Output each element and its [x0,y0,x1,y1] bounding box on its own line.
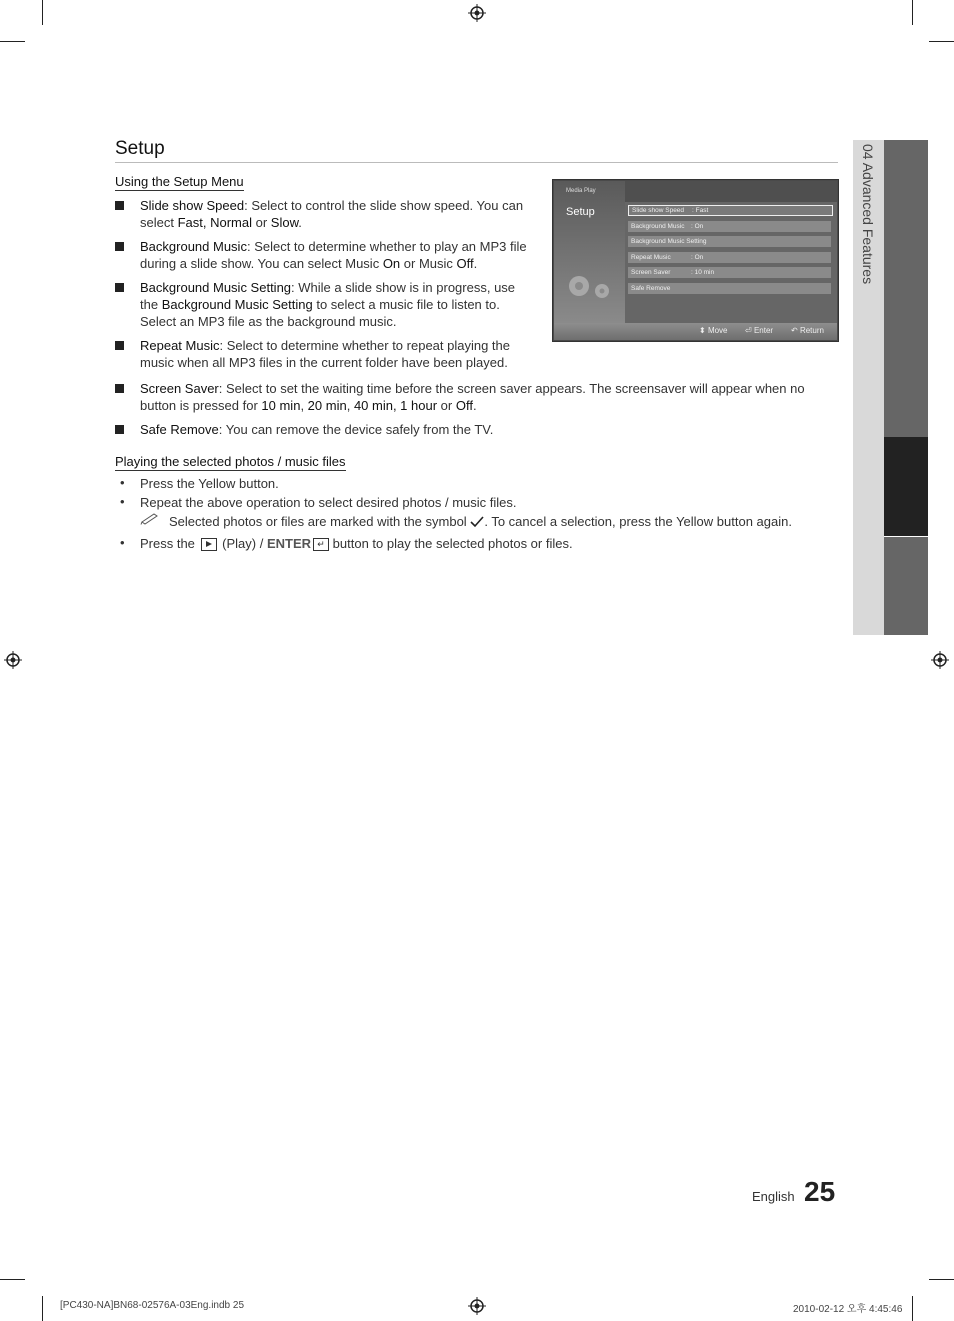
item-term: Background Music [140,239,247,254]
tv-nav-move [699,326,728,335]
item-text: You can remove the device safely from the TV. [225,422,494,437]
title-divider [115,162,838,163]
square-bullet-icon [115,242,124,251]
note-text-before: Selected photos or files are marked with the symbol [169,514,467,529]
tv-row-value: : 10 min [691,269,715,276]
bullet-dot-icon: • [120,475,125,490]
subheading-play: Playing the selected photos / music files [115,454,346,469]
crop-mark [912,0,913,25]
tv-row-label: Screen Saver [631,269,671,276]
checkmark-icon [470,516,484,528]
item-text: select [140,215,178,230]
tv-menu-row[interactable] [628,205,833,216]
list-item: Press the Yellow button. [140,476,279,491]
tv-row-label: Background Music Setting [631,238,707,245]
item-text: Select to determine whether to repeat playing the [226,338,511,353]
square-bullet-icon [115,425,124,434]
item-text: While a slide show is in progress, use [298,280,516,295]
tv-nav-label: Move [707,326,728,335]
tv-row-value: : Fast [692,207,709,214]
item-option: 10 min [261,398,301,413]
item-option: Slow [270,215,299,230]
crop-mark [0,1279,25,1280]
chapter-label: 04 Advanced Features [860,144,876,285]
item-option: 20 min [307,398,347,413]
note-pencil-icon [140,511,160,525]
footer-language: English [752,1189,795,1204]
tv-row-label: Safe Remove [631,285,671,292]
print-file-info: [PC430-NA]BN68-02576A-03Eng.indb 25 [60,1300,245,1311]
chapter-tab-active [884,437,928,536]
item-text: Select to set the waiting time before the screen saver appears. The screensaver will appear when no [226,381,805,396]
item-text: button to play the selected photos or files. [332,536,573,551]
item-text: music when all MP3 files in the current folder have been played. [140,355,508,370]
tv-nav-label: Enter [753,326,774,335]
bullet-dot-icon: • [120,535,125,550]
tv-menu-title: Setup [566,206,595,218]
subheading-setup: Using the Setup Menu [115,174,244,189]
tv-menu-screenshot [552,179,839,342]
bullet-dot-icon: • [120,494,125,509]
square-bullet-icon [115,201,124,210]
item-option: Background Music Setting [161,297,313,312]
tv-left-panel [554,181,625,323]
tv-nav-label: Return [799,326,824,335]
item-option: 40 min, 1 hour [353,398,438,413]
item-text: Press the [140,536,195,551]
tv-row-label: Slide show Speed [632,207,685,214]
item-text: button is pressed for [140,398,262,413]
item-text: (Play) / [222,536,264,551]
item-term: Slide show Speed [140,198,245,213]
note-text-after: . To cancel a selection, press the Yellow button again. [484,514,792,529]
item-text: . [298,215,302,230]
tv-menu-row[interactable] [628,236,831,247]
tv-row-value: : On [691,254,704,261]
tv-logo: Media Play [566,188,596,194]
crop-mark [42,1296,43,1321]
square-bullet-icon [115,341,124,350]
tv-row-value: : On [691,223,704,230]
item-text: , [346,398,354,413]
item-text: , [300,398,308,413]
registration-mark-icon [4,651,22,669]
item-text: the [140,297,162,312]
chapter-tab-block [884,537,928,635]
tv-menu-row[interactable] [628,283,831,294]
item-text: . [472,398,477,413]
chapter-tab-block [884,140,928,437]
gear-icon [564,271,614,305]
updown-arrow-icon: ⬍ [699,326,706,335]
list-item: Repeat the above operation to select desired photos / music files. [140,495,517,510]
page-title: Setup [115,138,165,159]
tv-row-label: Repeat Music [631,254,671,261]
registration-mark-icon [931,651,949,669]
item-option: Off [455,398,473,413]
tv-menu-row[interactable] [628,267,831,278]
tv-top-bar [625,181,837,202]
item-option: On [382,256,401,271]
tv-menu-row[interactable] [628,252,831,263]
crop-mark [929,41,954,42]
enter-icon: ↵ [313,538,329,551]
item-text: . [473,256,478,271]
item-text: or Music [400,256,457,271]
registration-mark-icon [468,4,486,22]
page-number: 25 [804,1176,836,1207]
tv-nav-return [791,326,824,335]
note-text [169,513,792,530]
item-term: Screen Saver [140,381,219,396]
item-option: Fast, Normal [177,215,252,230]
tv-nav-enter [745,326,773,335]
return-icon: ↶ [791,326,798,335]
crop-mark [0,41,25,42]
enter-icon: ⏎ [745,326,752,335]
enter-label: ENTER [266,536,312,551]
item-text: or [437,398,456,413]
crop-mark [929,1279,954,1280]
item-text: Select to control the slide show speed. You can [251,198,524,213]
item-text: or [251,215,271,230]
item-text: Select an MP3 file as the background music. [140,314,397,329]
square-bullet-icon [115,283,124,292]
tv-menu-row[interactable] [628,221,831,232]
crop-mark [42,0,43,25]
print-date-info: 2010-02-12 오후 4:45:46 [793,1304,903,1315]
item-option: Off [456,256,474,271]
tv-row-label: Background Music [631,223,685,230]
item-text: Select to determine whether to play an MP3 file [254,239,527,254]
item-text: to select a music file to listen to. [312,297,500,312]
square-bullet-icon [115,384,124,393]
play-button-icon [201,538,217,551]
list-item [140,535,573,552]
crop-mark [912,1296,913,1321]
item-term: Repeat Music [140,338,220,353]
item-term: Safe Remove [140,422,219,437]
item-term: Background Music Setting [140,280,292,295]
item-text: during a slide show. You can select Music [140,256,383,271]
registration-mark-icon [468,1297,486,1315]
